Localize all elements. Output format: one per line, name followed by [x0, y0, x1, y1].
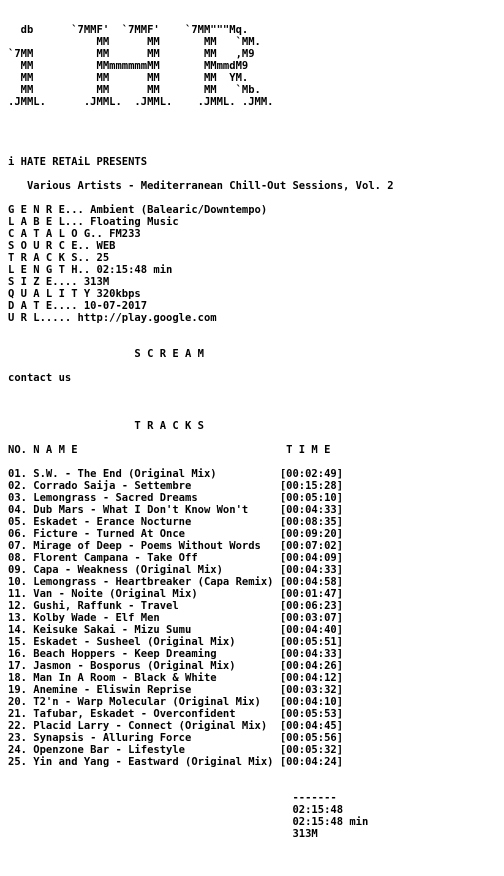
ascii-logo-line: db `7MMF' `7MMF' `7MM"""Mq.	[8, 24, 249, 36]
blank-line	[8, 384, 394, 396]
ascii-logo-line: MM MM MM `MM.	[8, 36, 261, 48]
track-row: 18. Man In A Room - Black & White [00:04:12]	[8, 672, 344, 684]
blank-line	[8, 780, 394, 792]
track-row: 24. Openzone Bar - Lifestyle [00:05:32]	[8, 744, 344, 756]
blank-line	[8, 396, 394, 408]
ascii-logo-line: MM MM MM MM YM.	[8, 72, 249, 84]
info-source: S O U R C E.. WEB	[8, 240, 116, 252]
info-label: L A B E L... Floating Music	[8, 216, 179, 228]
track-row: 08. Florent Campana - Take Off [00:04:09]	[8, 552, 344, 564]
track-row: 17. Jasmon - Bosporus (Original Mix) [00:04:26]	[8, 660, 344, 672]
blank-line	[8, 456, 394, 468]
track-row: 03. Lemongrass - Sacred Dreams [00:05:10]	[8, 492, 344, 504]
track-row: 20. T2'n - Warp Molecular (Original Mix) [00:04:10]	[8, 696, 344, 708]
track-row: 05. Eskadet - Erance Nocturne [00:08:35]	[8, 516, 344, 528]
track-row: 11. Van - Noite (Original Mix) [00:01:47]	[8, 588, 344, 600]
track-row: 02. Corrado Saija - Settembre [00:15:28]	[8, 480, 344, 492]
info-url: U R L..... http://play.google.com	[8, 312, 217, 324]
ascii-logo-line: MM MMmmmmmmMM MMmmdM9	[8, 60, 249, 72]
nfo-text	[8, 0, 394, 840]
track-row: 16. Beach Hoppers - Keep Dreaming [00:04:33]	[8, 648, 344, 660]
info-size: S I Z E.... 313M	[8, 276, 110, 288]
release-title: Various Artists - Mediterranean Chill-Out Sessions, Vol. 2	[8, 180, 394, 192]
track-row: 01. S.W. - The End (Original Mix) [00:02:49]	[8, 468, 344, 480]
presents-line: i HATE RETAiL PRESENTS	[8, 156, 148, 168]
track-row: 15. Eskadet - Susheel (Original Mix) [00:05:51]	[8, 636, 344, 648]
track-row: 06. Ficture - Turned At Once [00:09:20]	[8, 528, 344, 540]
blank-line	[8, 432, 394, 444]
track-row: 14. Keisuke Sakai - Mizu Sumu [00:04:40]	[8, 624, 344, 636]
blank-line	[8, 324, 394, 336]
totals-length: 02:15:48 min	[8, 816, 369, 828]
blank-line	[8, 360, 394, 372]
totals-size: 313M	[8, 828, 318, 840]
track-row: 19. Anemine - Eliswin Reprise [00:03:32]	[8, 684, 344, 696]
track-row: 09. Capa - Weakness (Original Mix) [00:04:33]	[8, 564, 344, 576]
ascii-logo-line	[8, 0, 394, 12]
track-row: 21. Tafubar, Eskadet - Overconfident [00:05:53]	[8, 708, 344, 720]
ascii-logo	[8, 0, 394, 156]
info-genre: G E N R E... Ambient (Balearic/Downtempo)	[8, 204, 268, 216]
info-tracks: T R A C K S.. 25	[8, 252, 110, 264]
blank-line	[8, 336, 394, 348]
track-row: 23. Synapsis - Alluring Force [00:05:56]	[8, 732, 344, 744]
blank-line	[8, 168, 394, 180]
track-row: 13. Kolby Wade - Elf Men [00:03:07]	[8, 612, 344, 624]
blank-line	[8, 192, 394, 204]
tracklist-column-header: NO. N A M E T I M E	[8, 444, 331, 456]
ascii-logo-line	[8, 108, 394, 120]
track-row: 10. Lemongrass - Heartbreaker (Capa Remix) [00:04:58]	[8, 576, 344, 588]
track-row: 25. Yin and Yang - Eastward (Original Mix) [00:04:24]	[8, 756, 344, 768]
scream-heading: S C R E A M	[8, 348, 204, 360]
info-quality: Q U A L I T Y 320kbps	[8, 288, 141, 300]
info-length: L E N G T H.. 02:15:48 min	[8, 264, 173, 276]
tracklist	[8, 468, 394, 768]
ascii-logo-line: MM MM MM MM `Mb.	[8, 84, 261, 96]
contact-us-link[interactable]: contact us	[8, 372, 72, 384]
info-catalog: C A T A L O G.. FM233	[8, 228, 141, 240]
totals-time: 02:15:48	[8, 804, 344, 816]
track-row: 12. Gushi, Raffunk - Travel [00:06:23]	[8, 600, 344, 612]
track-row: 07. Mirage of Deep - Poems Without Words [00:07:02]	[8, 540, 344, 552]
info-date: D A T E.... 10-07-2017	[8, 300, 148, 312]
track-row: 04. Dub Mars - What I Don't Know Won't [00:04:33]	[8, 504, 344, 516]
blank-line	[8, 768, 394, 780]
blank-line	[8, 408, 394, 420]
ascii-logo-line	[8, 132, 394, 144]
ascii-logo-line: .JMML. .JMML. .JMML. .JMML. .JMM.	[8, 96, 274, 108]
tracks-heading: T R A C K S	[8, 420, 204, 432]
ascii-logo-line	[8, 120, 394, 132]
ascii-logo-line	[8, 144, 394, 156]
ascii-logo-line	[8, 12, 394, 24]
totals-rule: -------	[8, 792, 337, 804]
ascii-logo-line: `7MM MM MM MM ,M9	[8, 48, 255, 60]
track-row: 22. Placid Larry - Connect (Original Mix) [00:04:45]	[8, 720, 344, 732]
